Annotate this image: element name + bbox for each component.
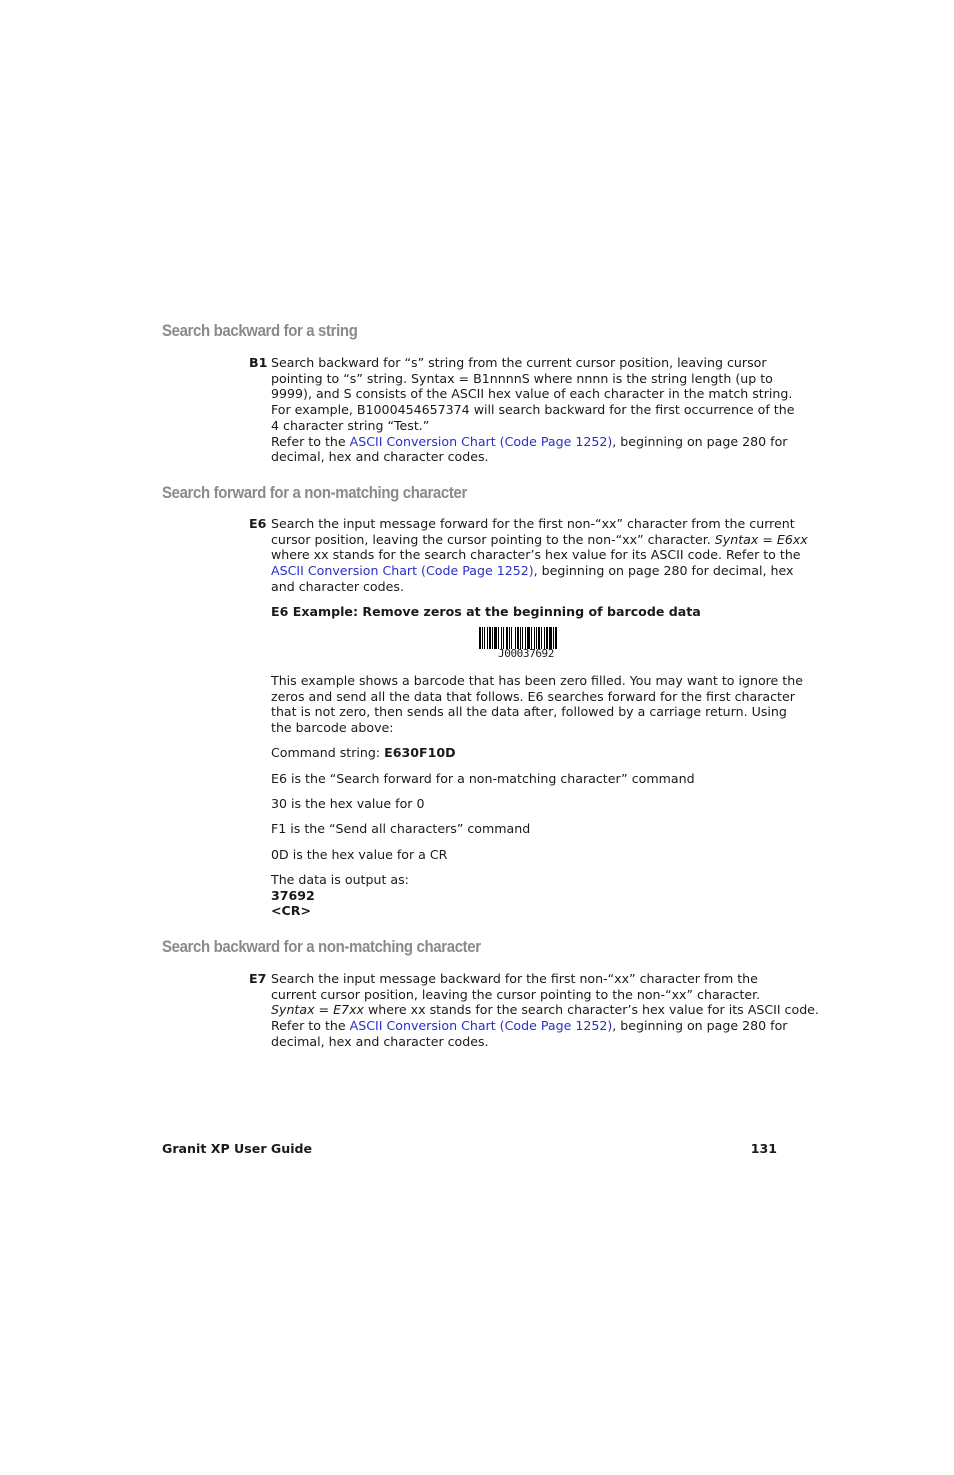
text-line bbox=[271, 433, 788, 450]
text-line: zeros and send all the data that follows. E6 searches forward for the first character bbox=[271, 688, 795, 704]
command-label: Command string: bbox=[271, 745, 385, 760]
text-line bbox=[271, 1018, 788, 1034]
text-line bbox=[271, 531, 808, 548]
section-heading-search-forward-nonmatching: Search forward for a non-matching character bbox=[162, 483, 467, 502]
note-line: E6 is the “Search forward for a non-matching character” command bbox=[271, 771, 695, 786]
example-description bbox=[271, 673, 803, 736]
syntax-text: Syntax = E7xx bbox=[271, 1002, 364, 1018]
text-line: and character codes. bbox=[271, 578, 404, 594]
command-code-b1: B1 bbox=[249, 355, 268, 370]
text-line: the barcode above: bbox=[271, 720, 394, 736]
text-fragment: Refer to the bbox=[271, 1018, 350, 1034]
output-label: The data is output as: bbox=[271, 872, 409, 887]
e7-description bbox=[271, 971, 819, 1050]
text-line: Search the input message forward for the first non-“xx” character from the current bbox=[271, 516, 795, 531]
barcode-human-readable: J00037692 bbox=[498, 647, 555, 660]
section-heading-search-backward-string: Search backward for a string bbox=[162, 321, 358, 340]
text-line: 9999), and S consists of the ASCII hex value of each character in the match string. bbox=[271, 386, 793, 402]
text-fragment: , beginning on page 280 for bbox=[612, 433, 788, 449]
barcode-image bbox=[479, 627, 575, 661]
text-line: current cursor position, leaving the cursor pointing to the non-“xx” character. bbox=[271, 986, 761, 1002]
output-value: 37692 bbox=[271, 888, 315, 903]
text-fragment: where xx stands for the search character’s hex value for its ASCII code. bbox=[363, 1002, 819, 1018]
text-fragment: , beginning on page 280 for bbox=[612, 1018, 788, 1034]
text-line: For example, B1000454657374 will search backward for the first occurrence of the bbox=[271, 402, 795, 418]
text-line bbox=[271, 1002, 819, 1018]
barcode-space bbox=[557, 627, 558, 649]
b1-description bbox=[271, 355, 795, 465]
text-line bbox=[271, 563, 794, 579]
text-line: Search the input message backward for the first non-“xx” character from the bbox=[271, 971, 758, 986]
e6-description bbox=[271, 516, 808, 595]
note-line: 30 is the hex value for 0 bbox=[271, 796, 425, 811]
text-line: decimal, hex and character codes. bbox=[271, 449, 489, 465]
ascii-chart-link[interactable]: ASCII Conversion Chart (Code Page 1252) bbox=[271, 563, 534, 579]
note-line: F1 is the “Send all characters” command bbox=[271, 821, 531, 836]
text-line: This example shows a barcode that has been zero filled. You may want to ignore the bbox=[271, 673, 803, 688]
section-heading-search-backward-nonmatching: Search backward for a non-matching character bbox=[162, 937, 481, 956]
command-string bbox=[271, 745, 456, 761]
ascii-chart-link[interactable]: ASCII Conversion Chart (Code Page 1252) bbox=[349, 433, 613, 449]
text-line: pointing to “s” string. Syntax = B1nnnnS where nnnn is the string length (up to bbox=[271, 370, 773, 386]
text-fragment: cursor position, leaving the cursor pointing to the non-“xx” character. bbox=[271, 531, 715, 547]
text-fragment: , beginning on page 280 for decimal, hex bbox=[533, 563, 794, 579]
syntax-text: Syntax = E6xx bbox=[714, 531, 808, 547]
text-line: decimal, hex and character codes. bbox=[271, 1033, 489, 1049]
text-fragment: Refer to the bbox=[271, 433, 350, 449]
example-title: E6 Example: Remove zeros at the beginning of barcode data bbox=[271, 604, 701, 619]
text-line: Search backward for “s” string from the current cursor position, leaving cursor bbox=[271, 355, 767, 370]
note-line: 0D is the hex value for a CR bbox=[271, 847, 448, 862]
output-cr: <CR> bbox=[271, 903, 312, 918]
command-value: E630F10D bbox=[384, 745, 456, 760]
text-line: that is not zero, then sends all the data after, followed by a carriage return. Using bbox=[271, 704, 787, 720]
command-code-e7: E7 bbox=[249, 971, 267, 986]
text-line: where xx stands for the search character’s hex value for its ASCII code. Refer to the bbox=[271, 547, 801, 563]
text-line: 4 character string “Test.” bbox=[271, 417, 430, 433]
page-number: 131 bbox=[750, 1141, 777, 1156]
footer-title: Granit XP User Guide bbox=[162, 1141, 313, 1156]
command-code-e6: E6 bbox=[249, 516, 267, 531]
barcode-bars bbox=[479, 627, 575, 649]
ascii-chart-link[interactable]: ASCII Conversion Chart (Code Page 1252) bbox=[349, 1018, 613, 1034]
